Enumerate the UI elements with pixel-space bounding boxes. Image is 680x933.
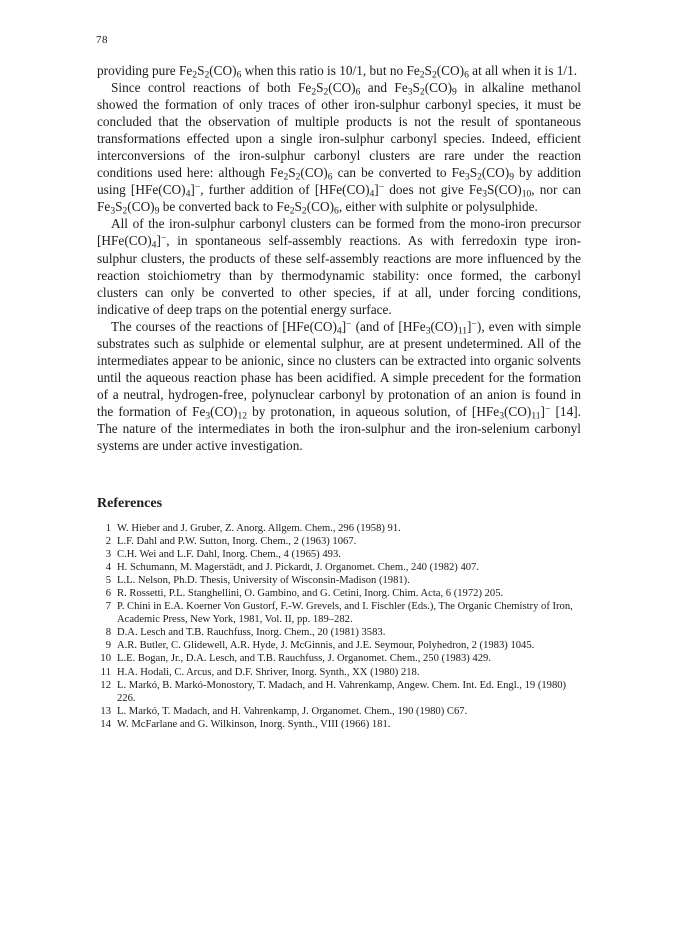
reference-number: 12 — [100, 679, 111, 691]
reference-text: C.H. Wei and L.F. Dahl, Inorg. Chem., 4 (1965) 493. — [117, 549, 341, 561]
references-list — [97, 522, 587, 731]
reference-number: 13 — [100, 705, 111, 717]
reference-number: 3 — [105, 549, 111, 561]
reference-text: P. Chini in E.A. Koerner Von Gustorf, F.-W. Grevels, and I. Fischler (Eds.), The Organic Chemistry of Iron, Academic Press, New York, 1981, Vol. II, pp. 189–282. — [117, 601, 573, 626]
reference-item — [97, 522, 587, 535]
reference-item — [97, 626, 587, 639]
reference-item — [97, 587, 587, 600]
reference-text: L.L. Nelson, Ph.D. Thesis, University of Wisconsin-Madison (1981). — [117, 575, 410, 587]
reference-text: W. McFarlane and G. Wilkinson, Inorg. Synth., VIII (1966) 181. — [117, 718, 391, 730]
paragraph: The courses of the reactions of $[HFe(CO)_4]^-$ (and of $[HFe_3(CO)_{11}]^-$), even with simple substrates such as sulphide or elemental sulphur, are at present undetermined. All of the intermediates appear to be anionic, since no clusters can be extracted into organic solvents until the aqueous reaction phase has been acidified. A simple precedent for the formation of a neutral, hydrogen-free, polynuclear carbonyl by protonation of an anion is found in the formation of $Fe_3(CO)_{12}$ by protonation, in aqueous solution, of $[HFe_3(CO)_{11}]^-$ [14]. The nature of the intermediates in both the iron-sulphur and the iron-selenium carbonyl systems are under active investigation. — [97, 318, 581, 454]
body-text — [97, 62, 581, 454]
reference-number: 9 — [105, 640, 111, 652]
reference-item — [97, 600, 587, 626]
reference-text: L. Markó, B. Markó-Monostory, T. Madach, and H. Vahrenkamp, Angew. Chem. Int. Ed. Engl., 19 (1980) 226. — [117, 679, 567, 704]
reference-item — [97, 679, 587, 705]
reference-item — [97, 535, 587, 548]
reference-number: 6 — [105, 588, 111, 600]
reference-number: 4 — [105, 562, 111, 574]
reference-item — [97, 639, 587, 652]
reference-item — [97, 718, 587, 731]
reference-number: 5 — [105, 575, 111, 587]
reference-number: 8 — [105, 627, 111, 639]
reference-number: 1 — [105, 523, 111, 534]
paragraph: All of the iron-sulphur carbonyl clusters can be formed from the mono-iron precursor $[HFe(CO)_4]^-$, in spontaneous self-assembly reactions. As with ferredoxin type iron-sulphur clusters, the products of these self-assembly reactions are more influenced by the reaction stoichiometry than by thermodynamic stability: once formed, the carbonyl clusters can only be converted to other species, if at all, under forcing conditions, indicative of deep traps on the potential energy surface. — [97, 216, 581, 317]
reference-number: 7 — [105, 601, 111, 613]
reference-text: W. Hieber and J. Gruber, Z. Anorg. Allgem. Chem., 296 (1958) 91. — [117, 523, 401, 534]
reference-text: H.A. Hodali, C. Arcus, and D.F. Shriver, Inorg. Synth., XX (1980) 218. — [117, 666, 420, 678]
paragraph: providing pure $Fe_2S_2(CO)_6$ when this ratio is 10/1, but no $Fe_2S_2(CO)_6$ at all when it is 1/1. — [97, 63, 578, 81]
reference-text: R. Rossetti, P.L. Stanghellini, O. Gambino, and G. Cetini, Inorg. Chim. Acta, 6 (1972) 205. — [117, 588, 504, 600]
reference-text: D.A. Lesch and T.B. Rauchfuss, Inorg. Chem., 20 (1981) 3583. — [117, 627, 386, 639]
reference-text: A.R. Butler, C. Glidewell, A.R. Hyde, J. McGinnis, and J.E. Seymour, Polyhedron, 2 (1983) 1045. — [117, 640, 535, 652]
reference-item — [97, 574, 587, 587]
paragraph: Since control reactions of both $Fe_2S_2(CO)_6$ and $Fe_3S_2(CO)_9$ in alkaline methanol showed the formation of only traces of other iron-sulphur carbonyl species, it must be concluded that the observation of multiple products is not the result of spontaneous transformations effected upon a single iron-sulphur carbonyl species. Indeed, efficient interconversions of the iron-sulphur carbonyl clusters are rare under the reaction conditions used here: although $Fe_2S_2(CO)_6$ can be converted to $Fe_3S_2(CO)_9$ by addition using $[HFe(CO)_4]^-$, further addition of $[HFe(CO)_4]^-$ does not give $Fe_3S(CO)_{10}$, nor can $Fe_3S_2(CO)_9$ be converted back to $Fe_2S_2(CO)_6$, either with sulphite or polysulphide. — [97, 80, 582, 217]
reference-text: L.F. Dahl and P.W. Sutton, Inorg. Chem., 2 (1963) 1067. — [117, 536, 357, 548]
reference-number: 14 — [100, 718, 111, 730]
reference-item — [97, 548, 587, 561]
reference-number: 10 — [100, 653, 111, 665]
references-heading: References — [97, 496, 163, 511]
reference-item — [97, 666, 587, 679]
reference-item — [97, 652, 587, 665]
page-number: 78 — [96, 34, 108, 46]
reference-text: L.E. Bogan, Jr., D.A. Lesch, and T.B. Rauchfuss, J. Organomet. Chem., 250 (1983) 429. — [117, 653, 491, 665]
reference-number: 2 — [105, 536, 111, 548]
reference-text: L. Markó, T. Madach, and H. Vahrenkamp, J. Organomet. Chem., 190 (1980) C67. — [117, 705, 468, 717]
reference-item — [97, 705, 587, 718]
reference-number: 11 — [100, 666, 111, 678]
reference-text: H. Schumann, M. Magerstädt, and J. Pickardt, J. Organomet. Chem., 240 (1982) 407. — [117, 562, 480, 574]
reference-item — [97, 561, 587, 574]
